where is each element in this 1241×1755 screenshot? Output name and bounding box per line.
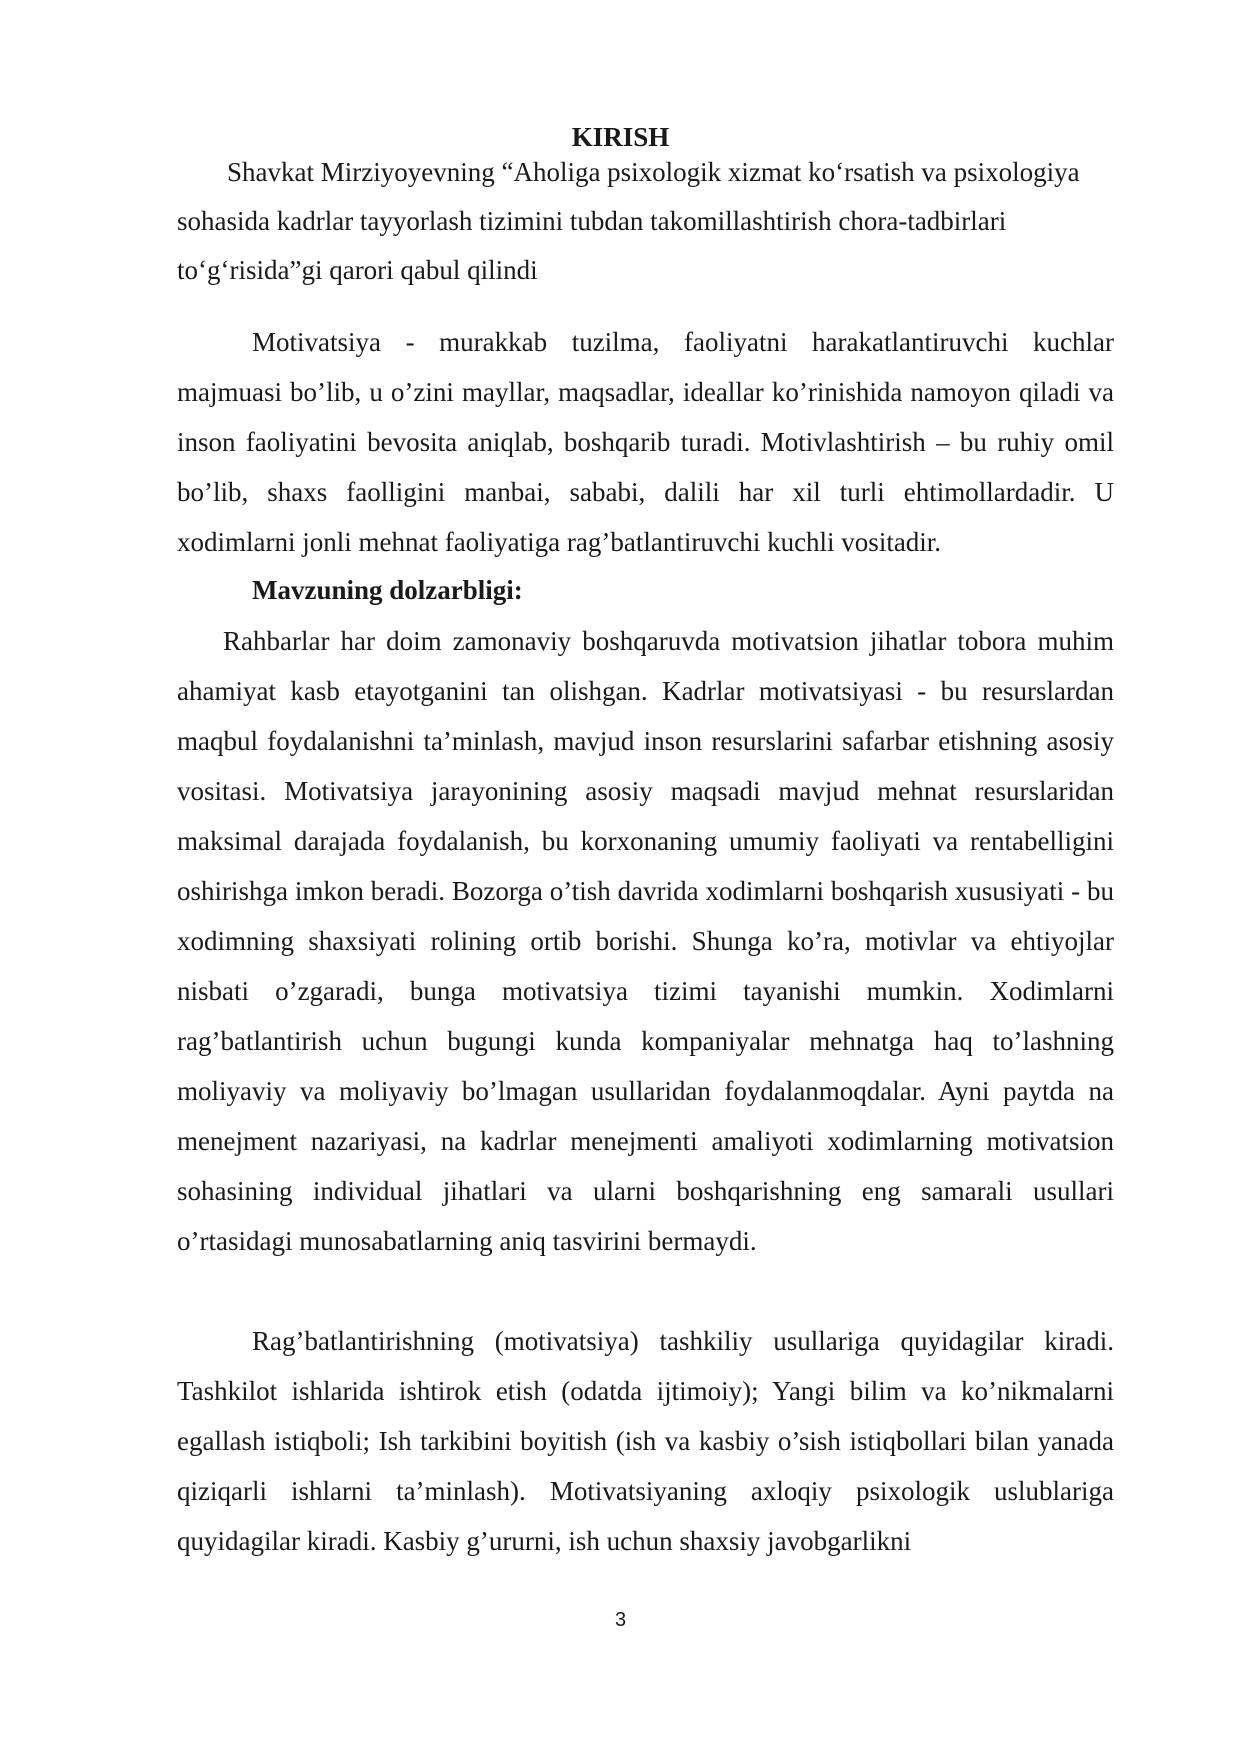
motivatsiya-paragraph: Motivatsiya - murakkab tuzilma, faoliyatni harakatlantiruvchi kuchlar majmuasi bo’lib, u o’zini mayllar, maqsadlar, ideallar ko’rinishida namoyon qiladi va inson faoliyatini bevosita aniqlab, boshqarib turadi. Motivlashtirish – bu ruhiy omil bo’lib, shaxs faolligini manbai, sababi, dalili har xil turli ehtimollardadir. U xodimlarni jonli mehnat faoliyatiga rag’batlantiruvchi kuchli vositadir.	[177, 327, 1114, 557]
section-heading-dolzarbligi: Mavzuning dolzarbligi:	[252, 575, 523, 605]
dolzarbligi-paragraph: Rahbarlar har doim zamonaviy boshqaruvda motivatsion jihatlar tobora muhim ahamiyat kasb etayotganini tan olishgan. Kadrlar motivatsiyasi - bu resurslardan maqbul foydalanishni ta’minlash, mavjud inson resurslarini safarbar etishning asosiy vositasi. Motivatsiya jarayonining asosiy maqsadi mavjud mehnat resurslaridan maksimal darajada foydalanish, bu korxonaning umumiy faoliyati va rentabelligini oshirishga imkon beradi. Bozorga o’tish davrida xodimlarni boshqarish xususiyati - bu xodimning shaxsiyati rolining ortib borishi. Shunga ko’ra, motivlar va ehtiyojlar nisbati o’zgaradi, bunga motivatsiya tizimi tayanishi mumkin. Xodimlarni rag’batlantirish uchun bugungi kunda kompaniyalar mehnatga haq to’lashning moliyaviy va moliyaviy bo’lmagan usullaridan foydalanmoqdalar. Ayni paytda na menejment nazariyasi, na kadrlar menejmenti amaliyoti xodimlarning motivatsion sohasining individual jihatlari va ularni boshqarishning eng samarali usullari o’rtasidagi munosabatlarning aniq tasvirini bermaydi.	[177, 626, 1114, 1256]
ragbatlantirish-paragraph: Rag’batlantirishning (motivatsiya) tashkiliy usullariga quyidagilar kiradi. Tashkilot ishlarida ishtirok etish (odatda ijtimoiy); Yangi bilim va ko’nikmalarni egallash istiqboli; Ish tarkibini boyitish (ish va kasbiy o’sish istiqbollari bilan yanada qiziqarli ishlarni ta’minlash). Motivatsiyaning axloqiy psixologik uslublariga quyidagilar kiradi. Kasbiy g’ururni, ish uchun shaxsiy javobgarlikni	[177, 1326, 1114, 1556]
page-title: KIRISH	[571, 122, 670, 152]
page-number: 3	[614, 1609, 627, 1631]
intro-paragraph: Shavkat Mirziyoyevning “Aholiga psixologik xizmat ko‘rsatish va psixologiya sohasida kadrlar tayyorlash tizimini tubdan takomillashtirish chora-tadbirlari to‘g‘risida”gi qarori qabul qilindi	[177, 157, 1080, 285]
